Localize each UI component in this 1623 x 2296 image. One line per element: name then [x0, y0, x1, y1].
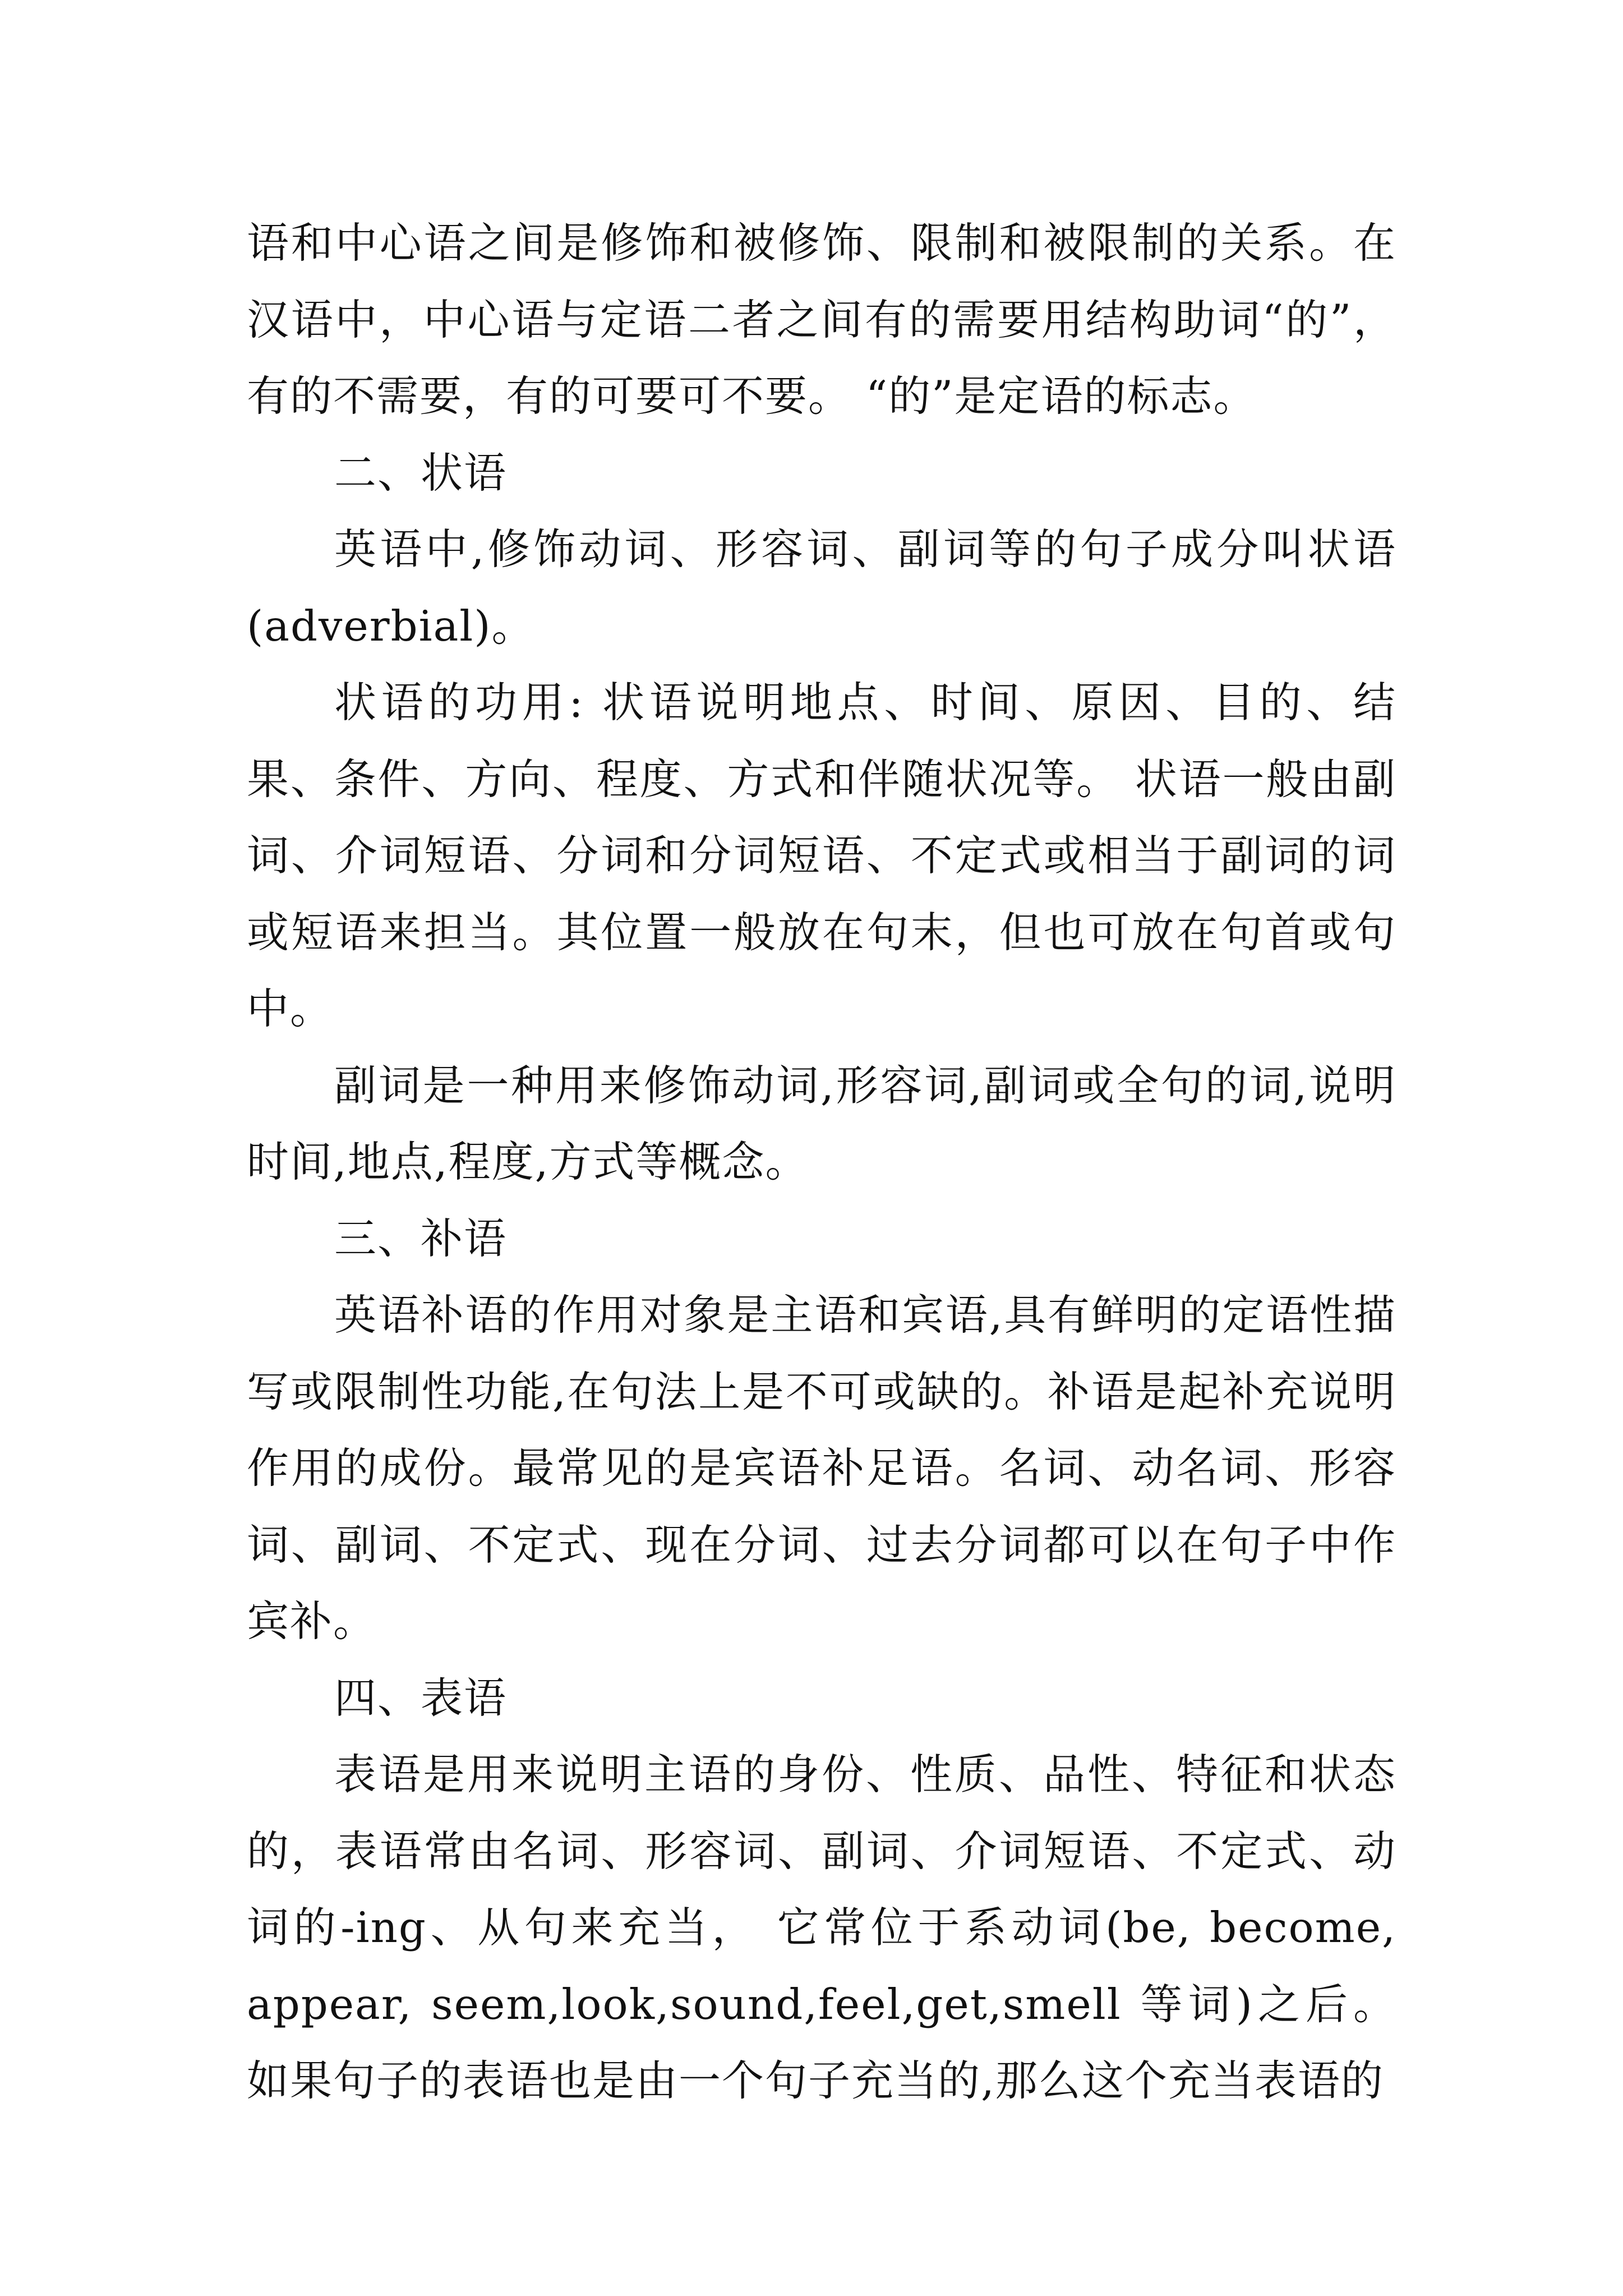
heading-adverbial: 二、状语	[334, 448, 508, 498]
paragraph-adverbial-definition: 英语中,修饰动词、形容词、副词等的句子成分叫状语(adverbial)。	[247, 524, 1396, 651]
document-body	[247, 205, 1396, 2119]
paragraph-attributive-continued: 语和中心语之间是修饰和被修饰、限制和被限制的关系。在汉语中，中心语与定语二者之间有的需要用结构助词“的”，有的不需要，有的可要可不要。 “的”是定语的标志。	[247, 218, 1396, 421]
paragraph-adverb-definition: 副词是一种用来修饰动词,形容词,副词或全句的词,说明时间,地点,程度,方式等概念。	[247, 1060, 1396, 1186]
paragraph-complement: 英语补语的作用对象是主语和宾语,具有鲜明的定语性描写或限制性功能,在句法上是不可或缺的。补语是起补充说明作用的成份。最常见的是宾语补足语。名词、动名词、形容词、副词、不定式、现在分词、过去分词都可以在句子中作宾补。	[247, 1290, 1396, 1646]
paragraph-predicative: 表语是用来说明主语的身份、性质、品性、特征和状态的，表语常由名词、形容词、副词、介词短语、不定式、动词的-ing、从句来充当， 它常位于系动词(be, become, appear, seem,look,sound,feel,get,smell 等词)之后。如果句子的表语也是由一个句子充当的,那么这个充当表语的	[247, 1750, 1396, 2105]
heading-complement: 三、补语	[334, 1213, 508, 1263]
paragraph-adverbial-function: 状语的功用: 状语说明地点、时间、原因、目的、结果、条件、方向、程度、方式和伴随状况等。 状语一般由副词、介词短语、分词和分词短语、不定式或相当于副词的词或短语来担当。其位置一般放在句末，但也可放在句首或句中。	[247, 678, 1396, 1033]
heading-predicative: 四、表语	[334, 1673, 508, 1723]
